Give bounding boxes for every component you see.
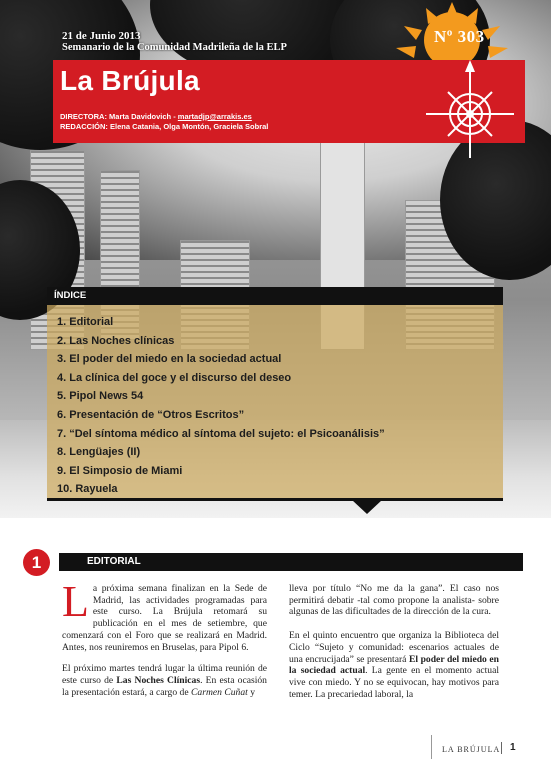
index-item[interactable]: 5. Pipol News 54 (57, 390, 144, 403)
director-line (60, 112, 268, 122)
paragraph (62, 577, 267, 653)
paragraph (289, 630, 499, 700)
paragraph: lleva por título “No me da la gana”. El caso nos permitirá debatir -tal como propone la analista- sobre algunas de las dificultades de la dirección de la cura. (289, 583, 499, 618)
paragraph-text: a próxima semana finalizan en la Sede de Madrid, las actividades programadas para este curso. La Brújula retomará su publicación en el mes de setiembre, que comenzará con el Foro que se realizará en Madrid. Antes, nos reuniremos en Bruselas, para Pipol 6. (62, 583, 267, 653)
index-heading: ÍNDICE (47, 287, 503, 305)
index-item[interactable]: 10. Rayuela (57, 483, 118, 496)
talk-title: El poder del miedo en la sociedad actual (289, 653, 499, 677)
director-label: DIRECTORA: Marta Davidovich - (60, 112, 178, 121)
body-column-left (62, 577, 267, 708)
issue-date: 21 de Junio 2013 (62, 30, 141, 42)
section-number-badge: 1 (23, 549, 50, 576)
paragraph-text: En el quinto encuentro que organiza la Biblioteca del Ciclo “Sujeto y comunidad: escenarios actuales de una encrucijada” se presentará (289, 630, 499, 665)
index-item[interactable]: 6. Presentación de “Otros Escritos” (57, 408, 245, 421)
magazine-title: La Brújula (60, 65, 200, 96)
issue-number: Nº 303 (434, 27, 485, 46)
index-item[interactable]: 1. Editorial (57, 316, 114, 328)
index-item[interactable]: 4. La clínica del goce y el discurso del deseo (57, 371, 292, 384)
index-item[interactable]: 7. “Del síntoma médico al síntoma del sujeto: el Psicoanálisis” (57, 427, 385, 440)
paragraph-text: El próximo martes tendrá lugar la última reunión de este curso de (62, 663, 267, 686)
publication-subtitle: Semanario de la Comunidad Madrileña de la ELP (62, 42, 287, 53)
drop-cap: L (62, 577, 89, 626)
paragraph-text: y (247, 686, 255, 698)
footer-rule (431, 735, 432, 759)
paragraph (62, 663, 267, 698)
credits (60, 112, 268, 132)
paragraph-text: . La gente en el momento actual vive con miedo. Y no se equivocan, hay motivos para temer. La precariedad laboral, la (289, 665, 499, 700)
footer-magazine-name: LA BRÚJULA (442, 745, 501, 754)
footer-separator (501, 742, 502, 754)
index-list (57, 313, 385, 499)
paragraph-text: . En esta ocasión la presentación estará, a cargo de (62, 674, 267, 698)
index-item[interactable]: 2. Las Noches clínicas (57, 334, 175, 347)
body-column-right (289, 583, 499, 710)
editorial-staff: REDACCIÓN: Elena Catania, Olga Montón, Graciela Sobral (60, 122, 269, 131)
index-item[interactable]: 8. Lengüajes (II) (57, 446, 141, 459)
index-item[interactable]: 3. El poder del miedo en la sociedad actual (57, 353, 282, 366)
event-name: Las Noches Clínicas (116, 674, 201, 686)
page-number: 1 (510, 742, 516, 753)
section-title: EDITORIAL (59, 553, 523, 571)
index-notch (352, 500, 382, 514)
index-bottom-rule (47, 498, 503, 501)
index-item[interactable]: 9. El Simposio de Miami (57, 464, 183, 477)
director-email-link[interactable]: martadjp@arrakis.es (177, 112, 252, 121)
presenter-name: Carmen Cuñat (191, 686, 248, 698)
compass-icon (418, 56, 528, 180)
